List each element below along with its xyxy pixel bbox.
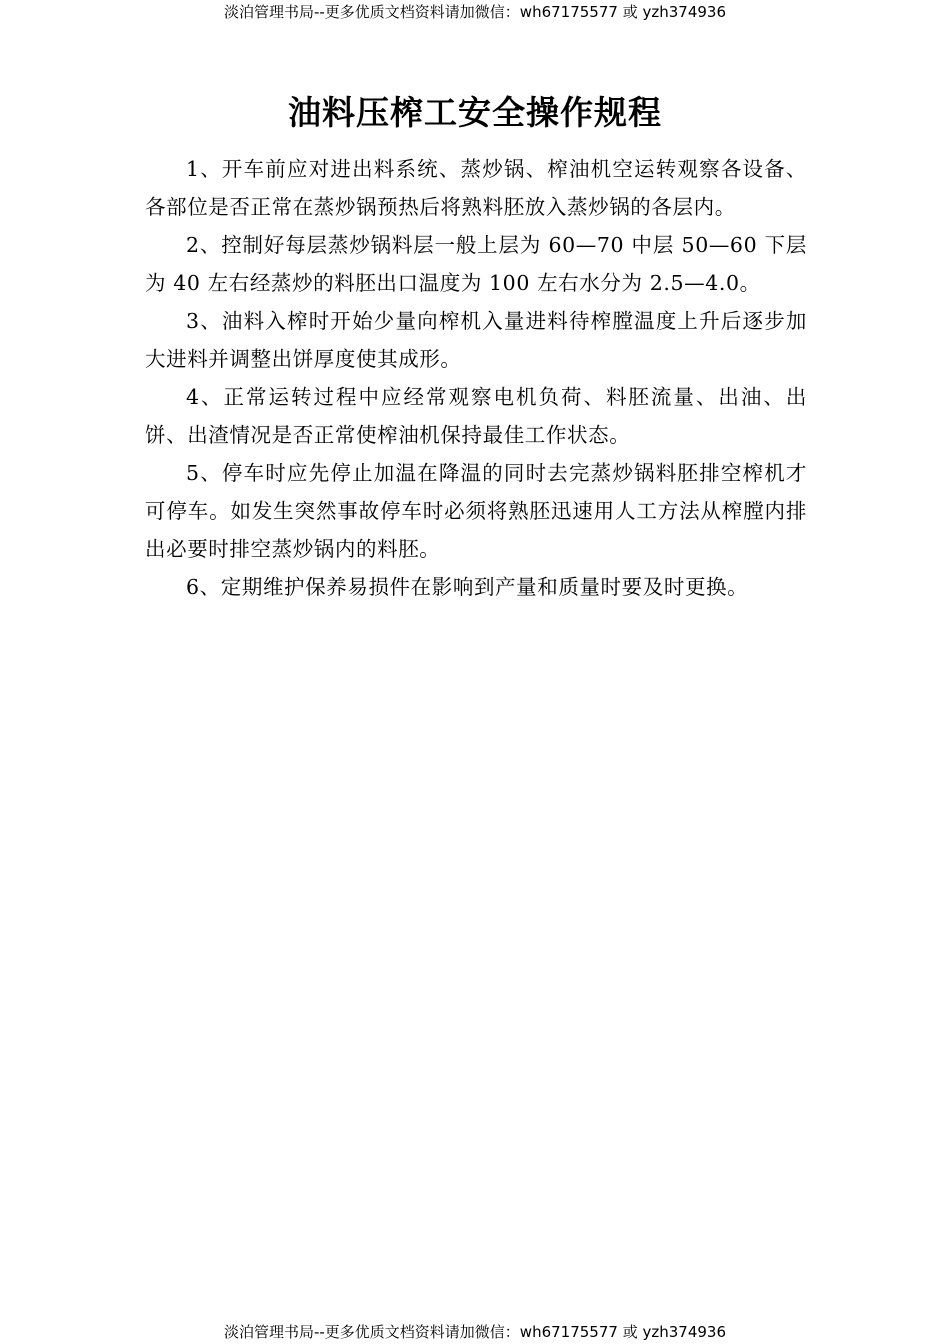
paragraph-6: 6、定期维护保养易损件在影响到产量和质量时要及时更换。 (186, 575, 749, 599)
document-body (145, 150, 807, 606)
paragraph-2: 2、控制好每层蒸炒锅料层一般上层为 60—70 中层 50—60 下层为 40 左右经蒸炒的料胚出口温度为 100 左右水分为 2.5—4.0。 (145, 233, 807, 295)
paragraph-3: 3、油料入榨时开始少量向榨机入量进料待榨膛温度上升后逐步加大进料并调整出饼厚度使其成形。 (145, 309, 807, 371)
document-title: 油料压榨工安全操作规程 (288, 93, 662, 132)
page-header: 淡泊管理书局--更多优质文档资料请加微信：wh67175577 或 yzh374936 (223, 3, 726, 21)
page-footer: 淡泊管理书局--更多优质文档资料请加微信：wh67175577 或 yzh374936 (223, 1323, 726, 1341)
paragraph-4: 4、正常运转过程中应经常观察电机负荷、料胚流量、出油、出饼、出渣情况是否正常使榨油机保持最佳工作状态。 (145, 385, 807, 447)
paragraph-1: 1、开车前应对进出料系统、蒸炒锅、榨油机空运转观察各设备、各部位是否正常在蒸炒锅预热后将熟料胚放入蒸炒锅的各层内。 (145, 157, 807, 219)
paragraph-5: 5、停车时应先停止加温在降温的同时去完蒸炒锅料胚排空榨机才可停车。如发生突然事故停车时必须将熟胚迅速用人工方法从榨膛内排出必要时排空蒸炒锅内的料胚。 (145, 461, 807, 561)
